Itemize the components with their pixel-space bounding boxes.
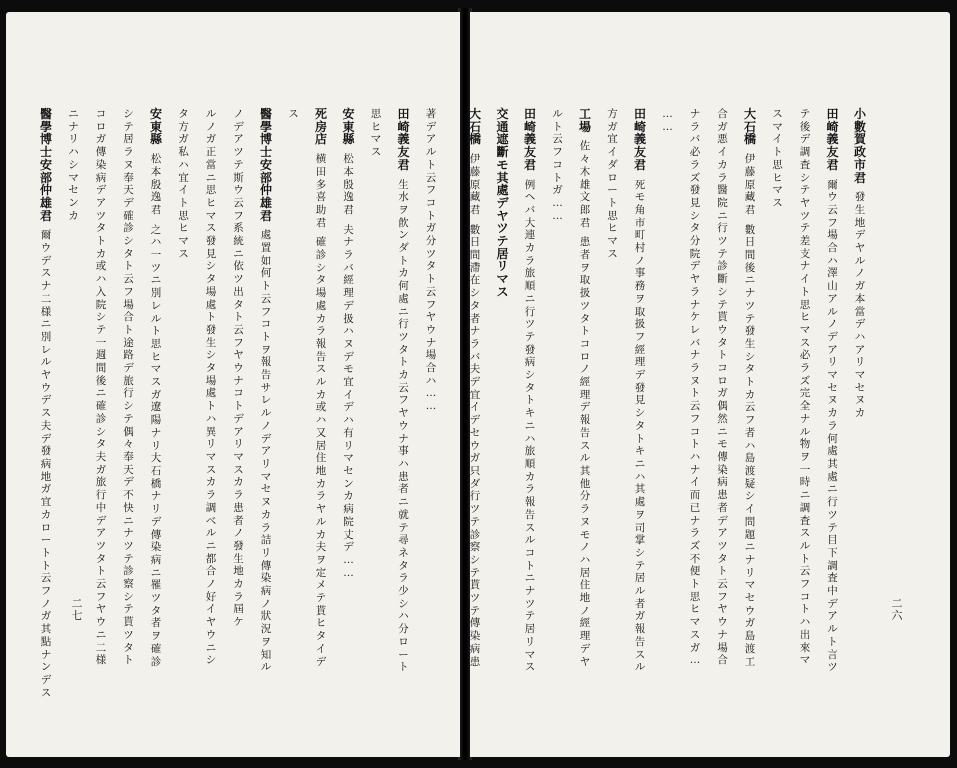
- text-column: 大 石 橋 伊 藤 原 藏 君 數 日 間 後 ニ ナ ツ テ 發 生 シ タ ト カ 云 フ 者 ハ 島 渡 疑 シ イ 問 題 ニ ナ リ マ セ ウ ガ 島 渡 工: [743, 107, 756, 668]
- text-column: 田 崎 義 友 君 爾 ウ 云 フ 場 合 ハ 澤 山 ア ル ノ デ ア リ マ セ ヌ カ ラ 何 處 其 處 ニ 行 ツ テ 目 下 調 査 中 デ ア ル ト 言 ツ: [826, 107, 839, 674]
- text-column: 田 崎 義 友 君 生 水 ヲ 飮 ン ダ ト カ 何 處 ニ 行 ツ タ ト カ 云 フ ヤ ウ ナ 事 ハ 患 者 ニ 就 テ 尋 ネ タ ラ 少 シ ハ 分 ロ ー ト: [397, 107, 410, 674]
- text-column: 方 ガ 宜 イ ダ ロ ー ト 思 ヒ マ ス: [607, 108, 618, 260]
- text-column: コ ロ ガ 傳 染 病 デ ア ツ タ ト カ 或 ハ 入 院 シ テ 一 週 間 後 ニ 確 診 シ タ 夫 ガ 旅 行 中 デ ア ツ タ ト 云 フ ヤ ウ ニ 二 様: [95, 108, 107, 667]
- text-column: 著 デ ア ル ト 云 フ コ ト ガ 分 ツ タ ト 云 フ ヤ ウ ナ 場 合 ハ … …: [425, 108, 437, 413]
- text-column: ス マ イ ト 思 ヒ マ ス: [772, 108, 783, 209]
- text-column: 思 ヒ マ ス: [370, 108, 382, 159]
- text-column: 田 崎 義 友 君 例 ヘ バ 大 連 カ ラ 旅 順 ニ 行 ツ テ 發 病 シ タ ト キ ニ ハ 旅 順 カ ラ 報 告 ス ル コ ト ニ ナ ツ テ 居 リ マ ス: [523, 107, 536, 674]
- text-column: ル ノ ガ 正 當 ニ 思 ヒ マ ス 發 見 シ タ 場 處 ト 發 生 シ タ 場 處 ト ハ 異 リ マ ス カ ラ 調 ベ ル ニ 都 合 ノ 好 イ ヤ ウ ニ シ: [205, 108, 217, 667]
- text-column: ニ ナ リ ハ シ マ セ ン カ: [68, 108, 79, 222]
- text-column: ル ト 云 フ コ ト ガ … …: [552, 108, 563, 222]
- left-page: [6, 12, 460, 757]
- text-column: 安 東 縣 松 本 殷 逸 君 之 ハ 一 ツ ニ 別 レ ル ト 思 ヒ マ ス ガ 遼 陽 ナ リ 大 石 橋 ナ リ デ 傳 染 病 ニ 罹 ツ タ 者 ヲ 確 診: [149, 107, 162, 668]
- text-column: 安 東 縣 松 本 殷 逸 君 夫 ナ ラ バ 經 理 デ 扱 ハ ヌ デ モ 宜 イ デ ハ 有 リ マ セ ン カ 病 院 丈 デ … …: [342, 107, 355, 579]
- right-page: [470, 12, 950, 757]
- text-column: 死 房 店 横 田 多 喜 助 君 確 診 シ タ 場 處 カ ラ 報 告 ス ル カ 或 ハ 又 居 住 地 カ ラ ヤ ル カ 夫 ヲ 定 メ テ 貰 ヒ タ イ デ: [314, 107, 327, 668]
- right-page-number: 二 六: [891, 597, 903, 622]
- text-column: 大 石 橋 伊 藤 原 藏 君 數 日 間 滯 在 シ タ 者 ナ ラ バ 夫 デ 宜 イ デ セ ウ ガ 只 ダ 行 ツ テ 診 察 シ テ 貰 ツ テ 傳 染 病 患: [468, 107, 481, 668]
- text-column: 醫 學 博 士 安 部 仲 雄 君 處 置 如 何 ト 云 フ コ ト ヲ 報 告 サ レ ル ノ デ ア リ マ セ ヌ カ ラ 詰 リ 傳 染 病 ノ 狀 況 ヲ 知 ル: [259, 107, 272, 674]
- text-column: 小 數 賀 政 市 君 發 生 地 デ ヤ ル ノ ガ 本 當 デ ハ ア リ マ セ ヌ カ: [853, 107, 866, 420]
- text-column: 工 場 佐 々 木 雄 文 郎 君 患 者 ヲ 取 扱 ツ タ ト コ ロ ノ 經 理 デ 報 告 ス ル 其 他 分 ラ ヌ モ ノ ハ 居 住 地 ノ 經 理 デ ヤ: [578, 107, 591, 668]
- text-column: 交 通 遮 斷 モ 其 處 デ ヤ ツ テ 居 リ マ ス: [496, 107, 509, 299]
- text-column: タ 方 ガ 私 ハ 宜 イ ト 思 ヒ マ ス: [178, 108, 189, 260]
- text-column: 田 崎 義 友 君 死 モ 角 市 町 村 ノ 事 務 ヲ 取 扱 フ 經 理 デ 發 見 シ タ ト キ ニ ハ 其 處 ヲ 司 掌 シ テ 居 ル 者 ガ 報 告 ス ル: [633, 107, 646, 674]
- text-column: ノ デ ア ツ テ 斯 ウ 云 フ 系 統 ニ 依 ツ 出 タ ト 云 フ ヤ ウ ナ コ ト デ ア リ マ ス カ ラ 患 者 ノ 發 生 地 カ ラ 屆 ケ: [233, 108, 244, 629]
- text-column: シ テ 居 ラ ヌ 奉 天 デ 確 診 シ タ ト 云 フ 場 合 ト 途 路 デ 旅 行 シ テ 偶 々 奉 天 デ 不 快 ニ ナ ツ テ 診 察 シ テ 貰 ツ タ ト: [123, 108, 134, 667]
- text-column: ナ ラ バ 必 ラ ズ 發 見 シ タ 分 院 デ ヤ ラ ナ ケ レ バ ナ ラ ヌ ト 云 フ コ ト ハ ナ イ 而 已 ナ ラ ズ 不 便 ト 思 ヒ マ ス ガ …: [689, 108, 701, 667]
- text-column: … …: [662, 108, 673, 133]
- text-column: 醫 學 博 士 安 部 仲 雄 君 爾 ウ デ ス ナ 二 様 ニ 別 レ ル ヤ ウ デ ス 夫 デ 發 病 地 ガ 宜 カ ロ ー ト ト 云 フ ノ ガ 其 點 ナ ン デ ス: [39, 107, 52, 699]
- text-column: ス: [288, 108, 299, 120]
- text-column: テ 後 デ 調 査 シ テ ヤ ツ テ 差 支 ナ イ ト 思 ヒ マ ス 必 ラ ズ 完 全 ナ ル 物 ヲ 一 時 ニ 調 査 ス ル ト 云 フ コ ト ハ 出 來 マ: [799, 108, 811, 667]
- left-page-number: 二 七: [71, 597, 83, 622]
- text-column: 合 ガ 悪 イ カ ラ 醫 院 ニ 行 ツ テ 診 斷 シ テ 貰 ウ タ ト コ ロ ガ 偶 然 ニ モ 傳 染 病 患 者 デ ア ツ タ ト 云 フ ヤ ウ ナ 場 合: [717, 108, 728, 667]
